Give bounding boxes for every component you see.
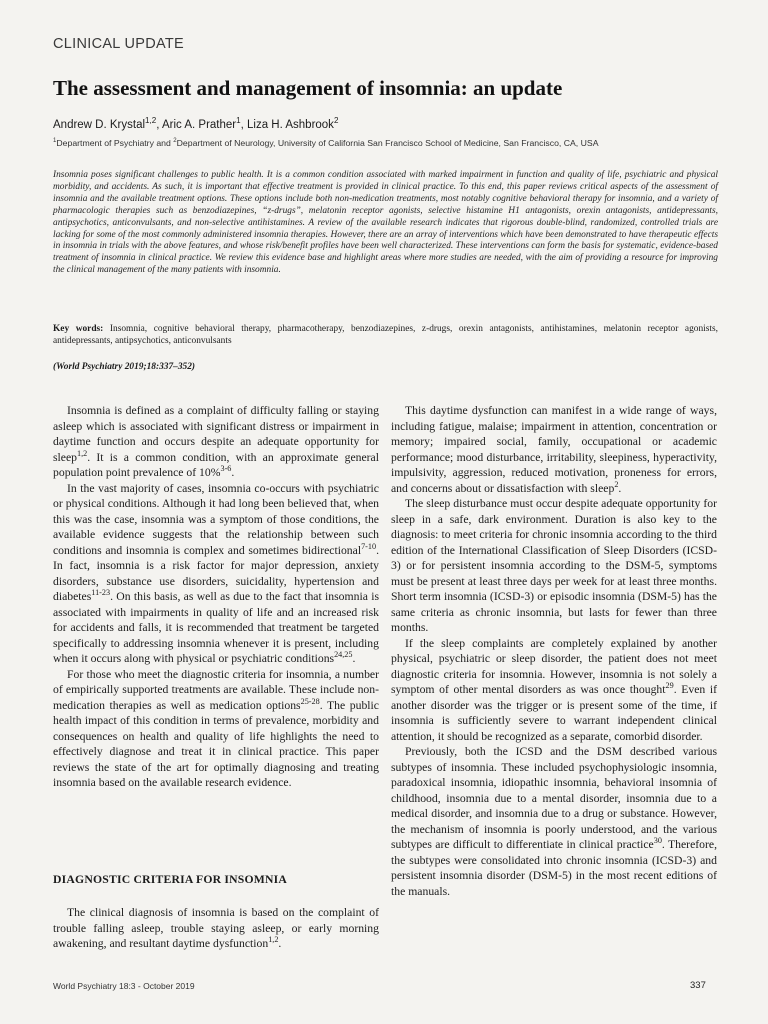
body-paragraph: [53, 403, 379, 481]
body-paragraph: [391, 496, 717, 636]
citation-ref: 25-28: [300, 696, 320, 706]
keywords-label: Key words:: [53, 324, 104, 334]
paragraph-text: . It is a common condition, with an approximate general population point prevalence of 10%: [53, 450, 379, 479]
affiliation-marker: 2: [173, 137, 177, 145]
keywords-text: Insomnia, cognitive behavioral therapy, pharmacotherapy, benzodiazepines, z-drugs, orexin antagonists, antihistamines, melatonin receptor agonists, antidepressants, antipsychotics, anticonvulsants: [53, 324, 719, 347]
abstract: Insomnia poses significant challenges to public health. It is a common condition associated with marked impairment in function and quality of life, psychiatric and physical morbidity, and accidents. As such, it is important that effective treatment is provided in clinical practice. To this end, this paper reviews critical aspects of the assessment of insomnia and the available treatment options. These options include both non-medication treatments, most notably cognitive behavioral therapy for insomnia, and a variety of pharmacologic therapies such as benzodiazepines, “z-drugs”, melatonin receptor agonists, selective histamine H1 antagonists, orexin antagonists, antidepressants, antipsychotics, anticonvulsants, and non-selective antihistamines. A review of the available research indicates that rigorous double-blind, randomized, controlled trials are lacking for some of the most commonly administered insomnia therapies. However, there are an array of interventions which have been demonstrated to have therapeutic effects in insomnia in trials with the above features, and whose risk/benefit profiles have been well characterized. These interventions can form the basis for systematic, evidence-based treatment of insomnia in clinical practice. We review this evidence base and highlight areas where more studies are needed, with the aim of providing a resource for improving the clinical management of the many patients with insomnia.: [53, 170, 718, 276]
body-paragraph: [391, 636, 717, 745]
paragraph-text: . On this basis, as well as due to the fact that insomnia is associated with impairments in quality of life and an increased risk for accidents and falls, it is recommended that treatment be targeted specifically to addressing insomnia whenever it is present, including when it occurs along with physical or psychiatric conditions: [53, 590, 379, 665]
author-name: Andrew D. Krystal: [53, 119, 146, 131]
author-list: Andrew D. Krystal$^{1,2}$, Aric A. Prather$^1$, Liza H. Ashbrook$^2$: [53, 116, 339, 131]
footer-issue: 18:3 - October 2019: [118, 981, 195, 991]
citation-ref: 1,2: [268, 935, 279, 945]
diagnostic-paragraph: [53, 905, 379, 952]
citation-ref: 11-23: [91, 588, 111, 598]
body-column-right: [391, 403, 717, 899]
citation-ref: 30: [653, 836, 662, 846]
author-affiliation-marker: 1,2: [145, 116, 157, 126]
citation-ref: 3-6: [220, 464, 232, 474]
paragraph-text: For those who meet the diagnostic criteria for insomnia, a number of empirically supported treatments are available. These include non-medication therapies as well as medication options: [53, 667, 379, 712]
body-paragraph: [53, 481, 379, 667]
affiliation-text: Department of Neurology, University of California San Francisco School of Medicine, San Francisco, CA, USA: [176, 138, 599, 148]
citation-ref: 1,2: [77, 448, 88, 458]
paragraph-text: . Therefore, the subtypes were consolidated into chronic insomnia (ICSD-3) and persistent insomnia disorder (DSM-5) in the most recent editions of the manuals.: [391, 838, 718, 898]
affiliations: [53, 138, 598, 148]
body-column-left: [53, 403, 379, 791]
body-paragraph: [391, 403, 717, 496]
body-paragraph: [53, 905, 379, 952]
section-heading-diagnostic-criteria: DIAGNOSTIC CRITERIA FOR INSOMNIA: [53, 873, 288, 886]
body-paragraph: [53, 667, 379, 791]
section-label: CLINICAL UPDATE: [53, 36, 184, 52]
paragraph-text: Insomnia is defined as a complaint of difficulty falling or staying asleep which is associated with significant distress or impairment in daytime function and occurs despite an adequate opportunity for sleep: [53, 404, 379, 464]
body-paragraph: [391, 744, 717, 899]
page-number: 337: [690, 980, 706, 991]
citation-ref: 24,25: [334, 650, 353, 660]
citation: (World Psychiatry 2019;18:337–352): [53, 362, 195, 372]
paragraph-text: .: [352, 652, 356, 665]
citation-ref: 7-10: [361, 541, 377, 551]
paragraph-text: In the vast majority of cases, insomnia co-occurs with psychiatric or physical conditions. Although it had long been believed that, when this was the case, insomnia was a symptom of those conditions, the available evidence suggests that the relationship between such conditions and insomnia is complex and sometimes bidirectional: [53, 481, 379, 557]
paragraph-text: The sleep disturbance must occur despite adequate opportunity for sleep in a safe, dark environment. Duration is also key to the diagnosis: to meet criteria for chronic insomnia according to the third edition of the International Classification of Sleep Disorders (ICSD-3) or for persistent insomnia according to the DSM-5, symptoms must be present at least three days per week for at least three months. Short term insomnia (ICSD-3) or episodic insomnia (DSM-5) has the same criteria as chronic insomnia, but lasts for fewer than three months.: [391, 497, 717, 634]
author-name: Aric A. Prather: [161, 119, 237, 131]
footer-journal-name: World Psychiatry: [53, 981, 117, 991]
footer-journal: [53, 981, 195, 991]
keywords: [53, 323, 718, 348]
article-title: The assessment and management of insomnia: an update: [53, 76, 563, 100]
affiliation-text: Department of Psychiatry and: [56, 138, 174, 148]
paragraph-text: This daytime dysfunction can manifest in a wide range of ways, including fatigue, malaise; impairment in attention, concentration or memory; impaired social, family, occupational or academic performance; mood disturbance, irritability, sleepiness, hyperactivity, impulsivity, aggression, reduced motivation, proneness for errors, and concerns about or dissatisfaction with sleep: [391, 404, 717, 495]
paragraph-text: . The public health impact of this condition in terms of prevalence, morbidity and consequences on health and quality of life highlights the need to effectively diagnose and treat it in clinical practice. This paper reviews the state of the art for optimally diagnosing and treating insomnia based on the available research evidence.: [53, 698, 379, 789]
paragraph-text: The clinical diagnosis of insomnia is based on the complaint of trouble falling asleep, trouble staying asleep, or early morning awakening, and resultant daytime dysfunction: [53, 906, 379, 950]
paragraph-text: Previously, both the ICSD and the DSM described various subtypes of insomnia. These included psychophysiologic insomnia, paradoxical insomnia, idiopathic insomnia, behavioral insomnia of childhood, insomnia due to a mental disorder, insomnia due to a medical disorder, and insomnia due to a drug or substance. However, the mechanism of insomnia is poorly understood, and the various subtypes are difficult to differentiate in clinical practice: [391, 745, 717, 851]
citation-ref: 2: [614, 479, 619, 489]
author-affiliation-marker: 2: [333, 116, 339, 126]
citation-ref: 29: [665, 681, 674, 691]
paragraph-text: .: [618, 481, 622, 495]
paragraph-text: . Even if another disorder was the trigger or is present some of the time, if insomnia is sufficiently severe to warrant independent clinical attention, it should be recognized as a separate, comorbid disorder.: [391, 683, 717, 743]
affiliation-marker: 1: [53, 137, 57, 145]
author-name: Liza H. Ashbrook: [247, 119, 334, 131]
author-affiliation-marker: 1: [236, 116, 241, 126]
paragraph-text: .: [278, 937, 282, 950]
paragraph-text: .: [231, 466, 235, 479]
paragraph-text: If the sleep complaints are completely explained by another physical, psychiatric or sleep disorder, the patient does not meet diagnostic criteria for insomnia. However, insomnia is not solely a symptom of other mental disorders as was once thought: [391, 636, 717, 696]
paragraph-text: . In fact, insomnia is a risk factor for major depression, anxiety disorders, substance use disorders, suicidality, hypertension and diabetes: [53, 543, 379, 603]
